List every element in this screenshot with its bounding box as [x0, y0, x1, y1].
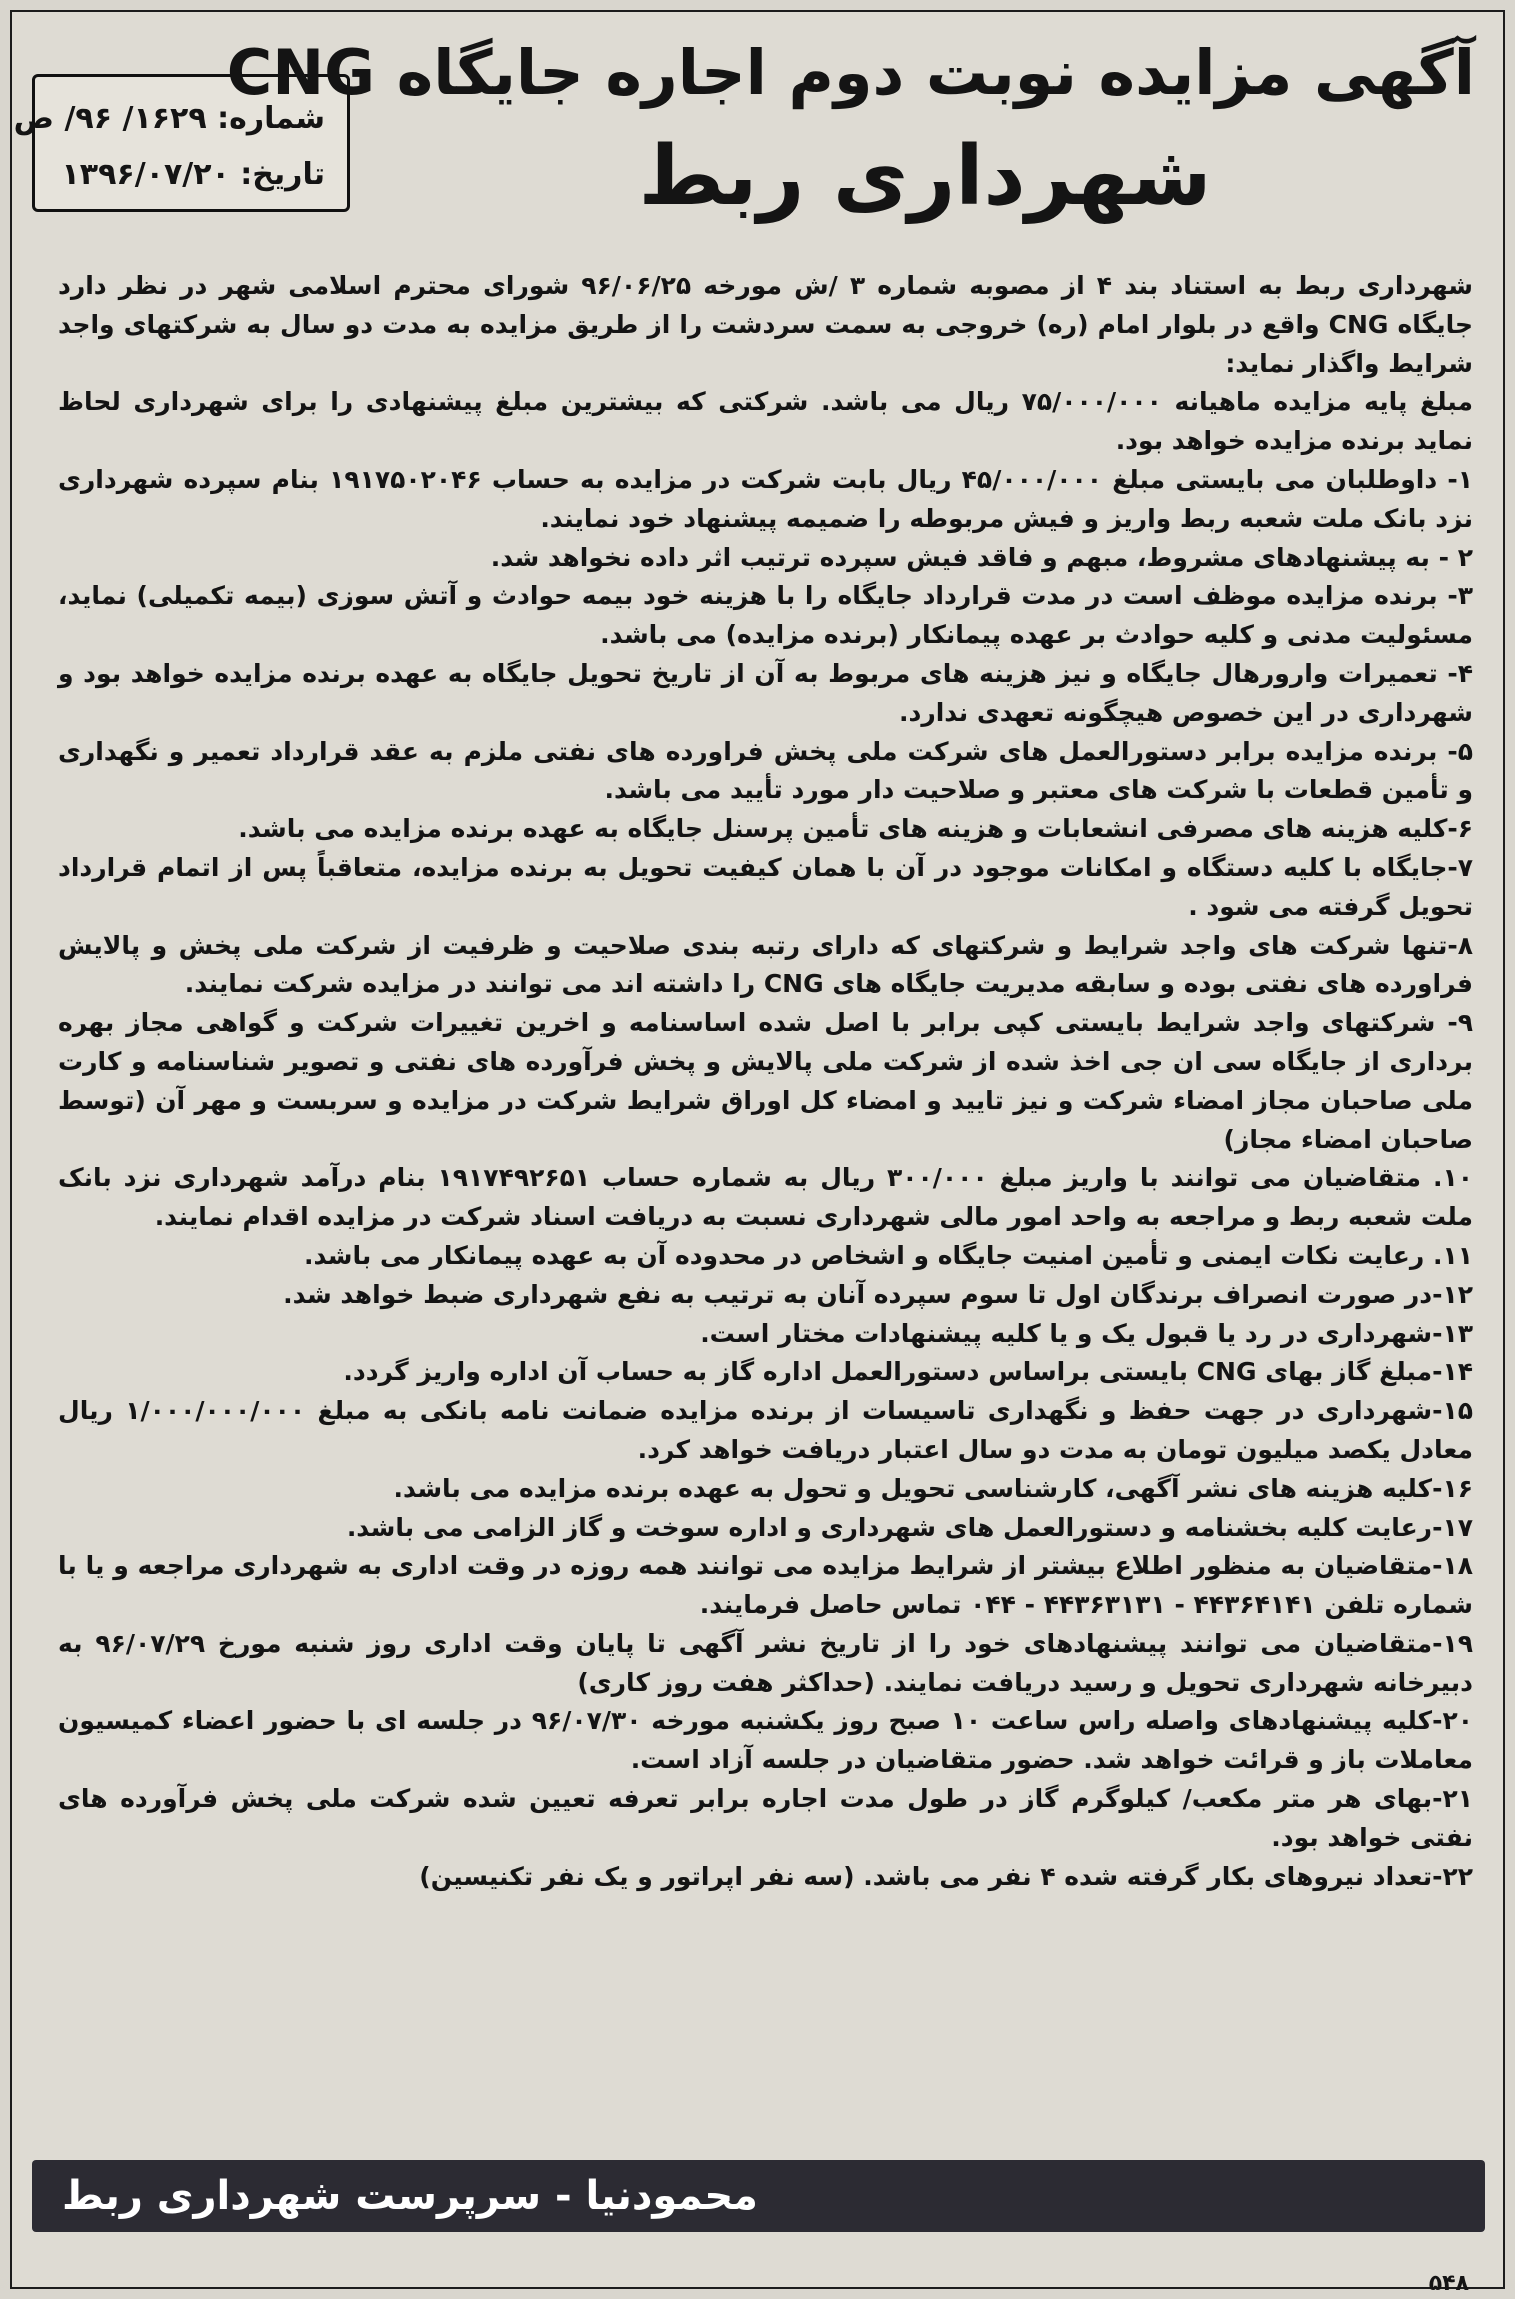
- condition-item: ۲ - به پیشنهادهای مشروط، مبهم و فاقد فیش سپرده ترتیب اثر داده نخواهد شد.: [490, 542, 1473, 572]
- notice-frame: [10, 10, 1505, 2296]
- condition-item: ۱۴-مبلغ گاز بهای CNG بایستی براساس دستورالعمل اداره گاز به حساب آن اداره واریز گردد.: [343, 1357, 1473, 1387]
- condition-item: ۱۲-در صورت انصراف برندگان اول تا سوم سپرده آنان به ترتیب به نفع شهرداری ضبط خواهد شد.: [283, 1279, 1473, 1309]
- reference-date: تاریخ: ۱۳۹۶/۰۷/۲۰: [61, 157, 325, 192]
- notice-header: [12, 12, 1503, 252]
- signature-bar: [32, 2160, 1485, 2232]
- condition-item: ۹- شرکتهای واجد شرایط بایستی کپی برابر با اصل شده اساسنامه و اخرین تغییرات شرکت و گواهی مجاز بهره برداری از جایگاه سی ان جی اخذ شده از شرکت ملی پالایش و پخش فرآورده های نفتی و تصویر شناسنامه و کارت ملی صاحبان مجاز امضاء شرکت و نیز تایید و امضاء کل اوراق شرایط شرکت در مزایده و سربست و مهر آن (توسط صاحبان امضاء مجاز): [58, 1008, 1473, 1154]
- condition-item: ۱۹-متقاضیان می توانند پیشنهادهای خود را از تاریخ نشر آگهی تا پایان وقت اداری روز شنبه مورخ ۹۶/۰۷/۲۹ به دبیرخانه شهرداری تحویل و رسید دریافت نمایند. (حداکثر هفت روز کاری): [58, 1628, 1473, 1697]
- reference-number: شماره: ۱۶۲۹/ ۹۶/ ص: [13, 101, 325, 136]
- condition-item: ۱۳-شهرداری در رد یا قبول یک و یا کلیه پیشنهادات مختار است.: [700, 1318, 1473, 1348]
- condition-item: ۲۰-کلیه پیشنهادهای واصله راس ساعت ۱۰ صبح روز یکشنبه مورخه ۹۶/۰۷/۳۰ در جلسه ای با حضور اعضاء کمیسیون معاملات باز و قرائت خواهد شد. حضور متقاضیان در جلسه آزاد است.: [58, 1706, 1473, 1775]
- condition-item: ۲۱-بهای هر متر مکعب/ کیلوگرم گاز در طول مدت اجاره برابر تعرفه تعیین شده شرکت ملی پخش فرآورده های نفتی خواهد بود.: [58, 1784, 1473, 1852]
- condition-item: ۱۵-شهرداری در جهت حفظ و نگهداری تاسیسات از برنده مزایده ضمانت نامه بانکی به مبلغ ۱/۰۰۰/۰۰۰/۰۰۰ ریال معادل یکصد میلیون تومان به مدت دو سال اعتبار دریافت خواهد کرد.: [58, 1396, 1474, 1464]
- condition-item: ۱- داوطلبان می بایستی مبلغ ۴۵/۰۰۰/۰۰۰ ریال بابت شرکت در مزایده به حساب ۱۹۱۷۵۰۲۰۴۶ بنام سپرده شهرداری نزد بانک ملت شعبه ربط واریز و فیش مربوطه را ضمیمه پیشنهاد خود نمایند.: [58, 464, 1473, 533]
- base-price-paragraph: مبلغ پایه مزایده ماهیانه ۷۵/۰۰۰/۰۰۰ ریال می باشد. شرکتی که بیشترین مبلغ پیشنهادی را برای شهرداری لحاظ نماید برنده مزایده خواهد بود.: [58, 387, 1473, 456]
- signature-text: محمودنیا - سرپرست شهرداری ربط: [62, 2173, 758, 2219]
- notice-title: آگهی مزایده نوبت دوم اجاره جایگاه CNG: [226, 36, 1475, 109]
- condition-item: ۱۰. متقاضیان می توانند با واریز مبلغ ۳۰۰/۰۰۰ ریال به شماره حساب ۱۹۱۷۴۹۲۶۵۱ بنام درآمد شهرداری نزد بانک ملت شعبه ربط و مراجعه به واحد امور مالی شهرداری نسبت به دریافت اسناد شرکت در مزایده اقدام نمایند.: [58, 1163, 1473, 1232]
- org-name: شهرداری ربط: [1294, 271, 1473, 300]
- ad-code: ۵۴۸: [1428, 2271, 1469, 2296]
- condition-item: ۶-کلیه هزینه های مصرفی انشعابات و هزینه های تأمین پرسنل جایگاه به عهده برنده مزایده می باشد.: [238, 814, 1473, 844]
- condition-item: ۷-جایگاه با کلیه دستگاه و امکانات موجود در آن با همان کیفیت تحویل به برنده مزایده، متعاقباً پس از اتمام قرارداد تحویل گرفته می شود .: [58, 852, 1473, 921]
- condition-item: ۱۸-متقاضیان به منظور اطلاع بیشتر از شرایط مزایده می توانند همه روزه در وقت اداری به شهرداری مراجعه و یا با شماره تلفن ۴۴۳۶۴۱۴۱ - ۴۴۳۶۳۱۳۱ - ۰۴۴ تماس حاصل فرمایند.: [58, 1551, 1473, 1620]
- condition-item: ۳- برنده مزایده موظف است در مدت قرارداد جایگاه را با هزینه خود بیمه حوادث و آتش سوزی (بیمه تکمیلی) نماید، مسئولیت مدنی و کلیه حوادث بر عهده پیمانکار (برنده مزایده) می باشد.: [58, 581, 1473, 650]
- condition-item: ۱۶-کلیه هزینه های نشر آگهی، کارشناسی تحویل و تحول به عهده برنده مزایده می باشد.: [393, 1473, 1473, 1503]
- intro-text: به استناد بند ۴ از مصوبه شماره ۳ /ش مورخه ۹۶/۰۶/۲۵ شورای محترم اسلامی شهر در نظر دارد جایگاه CNG واقع در بلوار امام (ره) خروجی به سمت سردشت را از طریق مزایده به مدت دو سال به شرکتهای واجد شرایط واگذار نماید:: [58, 271, 1473, 378]
- condition-item: ۸-تنها شرکت های واجد شرایط و شرکتهای که دارای رتبه بندی صلاحیت و ظرفیت از شرکت ملی پخش و پالایش فراورده های نفتی بوده و سابقه مدیریت جایگاه های CNG را داشته اند می توانند در مزایده شرکت نمایند.: [58, 930, 1473, 999]
- notice-body: [58, 267, 1473, 1896]
- condition-item: ۴- تعمیرات وارورهال جایگاه و نیز هزینه های مربوط به آن از تاریخ تحویل جایگاه به عهده برنده مزایده خواهد بود و شهرداری در این خصوص هیچگونه تعهدی ندارد.: [58, 658, 1473, 727]
- intro-paragraph: [58, 267, 1473, 383]
- condition-item: ۵- برنده مزایده برابر دستورالعمل های شرکت ملی پخش فراورده های نفتی ملزم به عقد قرارداد تعمیر و نگهداری و تأمین قطعات با شرکت های معتبر و صلاحیت دار مورد تأیید می باشد.: [58, 736, 1473, 805]
- condition-item: ۱۷-رعایت کلیه بخشنامه و دستورالعمل های شهرداری و اداره سوخت و گاز الزامی می باشد.: [346, 1512, 1473, 1542]
- notice-subtitle: شهرداری ربط: [638, 129, 1212, 224]
- condition-item: ۲۲-تعداد نیروهای بکار گرفته شده ۴ نفر می باشد. (سه نفر اپراتور و یک نفر تکنیسین): [419, 1861, 1473, 1891]
- condition-item: ۱۱. رعایت نکات ایمنی و تأمین امنیت جایگاه و اشخاص در محدوده آن به عهده پیمانکار می باشد.: [303, 1240, 1473, 1270]
